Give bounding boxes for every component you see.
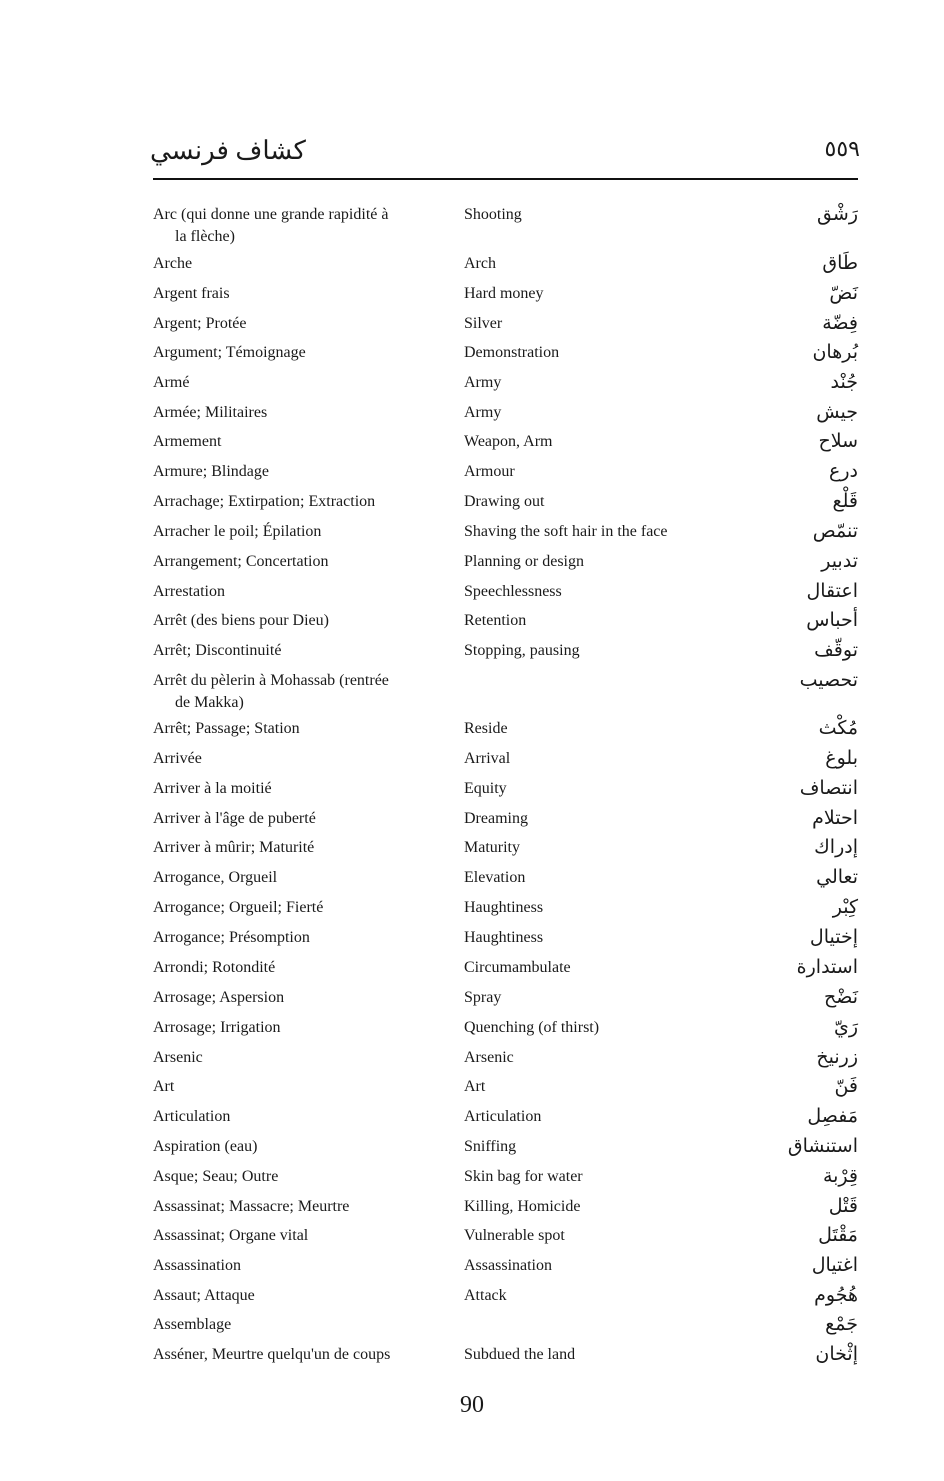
page-number-arabic: ٥٥٩: [824, 136, 860, 161]
french-term-text: Asque; Seau; Outre: [153, 1168, 279, 1185]
english-term: Armour: [464, 463, 515, 480]
french-term-text: Arrêt (des biens pour Dieu): [153, 612, 329, 629]
arabic-term: اغتيال: [811, 1254, 858, 1276]
french-term-text: Assaut; Attaque: [153, 1287, 255, 1304]
french-term: [153, 1136, 428, 1158]
french-term-text: Arracher le poil; Épilation: [153, 523, 322, 540]
french-term-text: Arrogance, Orgueil: [153, 869, 278, 886]
header-rule: [153, 178, 858, 180]
english-term: Assassination: [464, 1257, 552, 1274]
english-term: Subdued the land: [464, 1346, 576, 1363]
english-term: Dreaming: [464, 810, 528, 827]
french-term: [153, 431, 428, 453]
french-term-text: Asséner, Meurtre quelqu'un de coups: [153, 1346, 391, 1363]
french-term-text: Arc (qui donne une grande rapidité à: [153, 206, 389, 223]
french-term-text: Argent; Protée: [153, 315, 247, 332]
arabic-term: فَنّ: [834, 1075, 858, 1097]
arabic-term: رَيّ: [833, 1016, 858, 1038]
french-term-text: Arrosage; Irrigation: [153, 1019, 281, 1036]
french-term-text: Assassinat; Massacre; Meurtre: [153, 1198, 350, 1215]
english-term: Killing, Homicide: [464, 1198, 581, 1215]
french-term: [153, 461, 428, 483]
english-term: Circumambulate: [464, 959, 571, 976]
arabic-term: جيش: [816, 401, 858, 423]
french-term: [153, 1017, 428, 1039]
french-term-text: Articulation: [153, 1108, 231, 1125]
french-term-text: Argent frais: [153, 285, 230, 302]
arabic-term: جُنْد: [830, 371, 858, 393]
english-term: Retention: [464, 612, 527, 629]
french-term: [153, 1047, 428, 1069]
french-term-text: Assassination: [153, 1257, 241, 1274]
french-term: [153, 1106, 428, 1128]
french-term: [153, 897, 428, 919]
english-term: Drawing out: [464, 493, 545, 510]
arabic-term: إدراك: [814, 836, 858, 858]
french-term: [153, 1285, 428, 1307]
english-term: Haughtiness: [464, 899, 544, 916]
french-term-text: Arrosage; Aspersion: [153, 989, 285, 1006]
arabic-term: نَضْح: [823, 986, 858, 1008]
english-term: Vulnerable spot: [464, 1227, 565, 1244]
arabic-term: تعالي: [816, 866, 858, 888]
arabic-term: إختيال: [809, 926, 858, 948]
french-term: [153, 927, 428, 949]
french-term-text: Arrivée: [153, 750, 202, 767]
french-term: [153, 491, 428, 513]
french-term: [153, 1255, 428, 1277]
french-term-text: Arriver à l'âge de puberté: [153, 810, 316, 827]
english-term: Art: [464, 1078, 486, 1095]
french-term: [153, 987, 428, 1009]
english-term: Shaving the soft hair in the face: [464, 523, 668, 540]
running-title: كشاف فرنسي: [150, 136, 306, 165]
arabic-term: استدارة: [796, 956, 858, 978]
arabic-term: مَقْتَل: [818, 1224, 858, 1246]
french-term-text: Arrangement; Concertation: [153, 553, 329, 570]
english-term: Army: [464, 374, 502, 391]
french-term-continuation: de Makka): [175, 694, 244, 711]
english-term: Haughtiness: [464, 929, 544, 946]
french-term-text: Arche: [153, 255, 193, 272]
french-term-text: Arrestation: [153, 583, 225, 600]
french-term: [153, 372, 428, 394]
english-term: Arsenic: [464, 1049, 514, 1066]
french-term-text: Armement: [153, 433, 222, 450]
arabic-term: جَمْع: [825, 1313, 858, 1335]
arabic-term: رَشْق: [817, 203, 858, 225]
english-term: Shooting: [464, 206, 522, 223]
english-term: Arch: [464, 255, 496, 272]
arabic-term: كِبْر: [832, 896, 858, 918]
english-term: Army: [464, 404, 502, 421]
french-term-text: Assemblage: [153, 1316, 232, 1333]
english-term: Spray: [464, 989, 502, 1006]
french-term: [153, 718, 428, 740]
french-term: [153, 521, 428, 543]
arabic-term: قِرْبة: [822, 1165, 858, 1187]
french-term-text: Arrachage; Extirpation; Extraction: [153, 493, 376, 510]
french-term: [153, 867, 428, 889]
french-term: [153, 1344, 428, 1366]
french-term: [153, 283, 428, 305]
arabic-term: توقّف: [814, 639, 858, 661]
french-term-text: Argument; Témoignage: [153, 344, 306, 361]
english-term: Equity: [464, 780, 507, 797]
arabic-term: مَفصِل: [807, 1105, 858, 1127]
french-term-text: Arsenic: [153, 1049, 203, 1066]
english-term: Maturity: [464, 839, 520, 856]
english-term: Sniffing: [464, 1138, 517, 1155]
english-term: Reside: [464, 720, 508, 737]
french-term: [153, 1196, 428, 1218]
french-term: [153, 957, 428, 979]
french-term: [153, 748, 428, 770]
french-term: [153, 204, 428, 248]
english-term: Skin bag for water: [464, 1168, 583, 1185]
french-term: [153, 253, 428, 275]
arabic-term: طَاق: [822, 252, 858, 274]
english-term: Quenching (of thirst): [464, 1019, 600, 1036]
arabic-term: اعتقال: [806, 580, 858, 602]
arabic-term: تدبير: [821, 550, 858, 572]
arabic-term: فِضّة: [822, 312, 858, 334]
english-term: Planning or design: [464, 553, 584, 570]
french-term-text: Armure; Blindage: [153, 463, 269, 480]
french-term-text: Arrêt du pèlerin à Mohassab (rentrée: [153, 672, 389, 689]
french-term-text: Arrogance; Orgueil; Fierté: [153, 899, 324, 916]
english-term: Silver: [464, 315, 503, 332]
english-term: Weapon, Arm: [464, 433, 553, 450]
french-term-text: Assassinat; Organe vital: [153, 1227, 309, 1244]
english-term: Elevation: [464, 869, 526, 886]
page-header: [150, 128, 860, 178]
french-term: [153, 610, 428, 632]
french-term-text: Art: [153, 1078, 175, 1095]
english-term: Stopping, pausing: [464, 642, 580, 659]
french-term: [153, 402, 428, 424]
french-term-text: Arrondi; Rotondité: [153, 959, 276, 976]
english-term: Attack: [464, 1287, 507, 1304]
arabic-term: بلوغ: [825, 747, 858, 769]
french-term: [153, 313, 428, 335]
arabic-term: مُكْث: [818, 717, 858, 739]
french-term-text: Arriver à mûrir; Maturité: [153, 839, 315, 856]
french-term-continuation: la flèche): [175, 228, 235, 245]
arabic-term: بُرهان: [812, 341, 858, 363]
arabic-term: احتلام: [812, 807, 858, 829]
english-term: Articulation: [464, 1108, 542, 1125]
french-term: [153, 551, 428, 573]
french-term-text: Aspiration (eau): [153, 1138, 258, 1155]
french-term-text: Arrogance; Présomption: [153, 929, 310, 946]
english-term: Demonstration: [464, 344, 560, 361]
french-term: [153, 1166, 428, 1188]
arabic-term: زرنيخ: [816, 1046, 858, 1068]
french-term: [153, 837, 428, 859]
english-term: Hard money: [464, 285, 544, 302]
french-term: [153, 640, 428, 662]
arabic-term: إثْخان: [815, 1343, 858, 1365]
french-term: [153, 1225, 428, 1247]
french-term: [153, 808, 428, 830]
french-term-text: Armée; Militaires: [153, 404, 268, 421]
arabic-term: أحباس: [806, 609, 858, 631]
french-term-text: Arriver à la moitié: [153, 780, 272, 797]
french-term-text: Arrêt; Discontinuité: [153, 642, 282, 659]
page-number: 90: [460, 1392, 484, 1418]
arabic-term: درع: [829, 460, 858, 482]
english-term: Arrival: [464, 750, 511, 767]
arabic-term: سلاح: [818, 430, 858, 452]
arabic-term: قَتْل: [828, 1195, 858, 1217]
arabic-term: تحصيب: [799, 669, 858, 691]
arabic-term: قَلْع: [832, 490, 858, 512]
arabic-term: انتصاف: [799, 777, 858, 799]
arabic-term: هُجُوم: [814, 1284, 858, 1306]
arabic-term: تنمّص: [812, 520, 858, 542]
french-term: [153, 778, 428, 800]
french-term: [153, 1076, 428, 1098]
french-term: [153, 342, 428, 364]
french-term: [153, 1314, 428, 1336]
arabic-term: استنشاق: [787, 1135, 858, 1157]
french-term: [153, 581, 428, 603]
french-term-text: Arrêt; Passage; Station: [153, 720, 300, 737]
arabic-term: نَضّ: [829, 282, 858, 304]
french-term: [153, 670, 428, 714]
english-term: Speechlessness: [464, 583, 562, 600]
french-term-text: Armé: [153, 374, 190, 391]
